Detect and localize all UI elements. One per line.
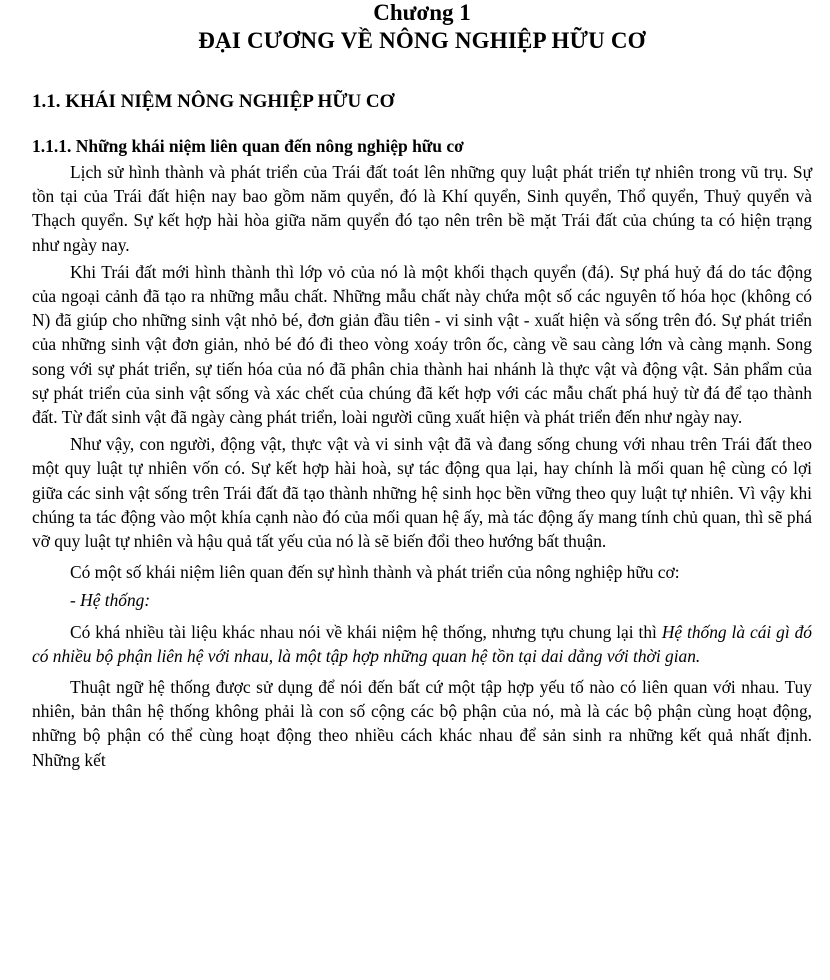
term-label: - Hệ thống: [70, 590, 151, 611]
chapter-label: Chương 1 [373, 0, 471, 25]
paragraph-2: Khi Trái đất mới hình thành thì lớp vỏ của nó là một khối thạch quyển (đá). Sự phá huỷ đá do tác động của ngoại cảnh đã tạo ra những mẫu chất. Những mẫu chất này chứa một số các nguyên tố hóa học (không có N) đã giúp cho những sinh vật nhỏ bé, đơn giản đầu tiên - vi sinh vật - xuất hiện và sống trên đó. Sự phát triển của những sinh vật đơn giản, nhỏ bé đó đi theo vòng xoáy trôn ốc, càng về sau càng lớn và càng mạnh. Song song với sự phát triển, sự tiến hóa của nó đã phân chia thành hai nhánh là thực vật và động vật. Sản phẩm của sự phát triển của sinh vật sống và xác chết của chúng đã kết hợp với các mẫu chất phá huỷ từ đá để tạo thành đất. Từ đất sinh vật đã ngày càng phát triển, loài người cũng xuất hiện và phát triển đến như ngày nay. [32, 261, 812, 428]
section-heading: 1.1. KHÁI NIỆM NÔNG NGHIỆP HỮU CƠ [32, 91, 395, 112]
definition-lead: Có khá nhiều tài liệu khác nhau nói về khái niệm hệ thống, nhưng tựu chung lại thì [70, 621, 662, 642]
chapter-title: ĐẠI CƯƠNG VỀ NÔNG NGHIỆP HỮU CƠ [198, 28, 646, 53]
paragraph-1: Lịch sử hình thành và phát triển của Trái đất toát lên những quy luật phát triển tự nhiên trong vũ trụ. Sự tồn tại của Trái đất hiện nay bao gồm năm quyển, đó là Khí quyển, Sinh quyển, Thổ quyển, Thuỷ quyển và Thạch quyển. Sự kết hợp hài hòa giữa năm quyển đó tạo nên trên bề mặt Trái đất của chúng ta có hiện trạng như ngày nay. [32, 162, 812, 255]
definition-paragraph [32, 620, 812, 668]
paragraph-4: Có một số khái niệm liên quan đến sự hình thành và phát triển của nông nghiệp hữu cơ: [70, 562, 680, 583]
subsection-heading: 1.1.1. Những khái niệm liên quan đến nông nghiệp hữu cơ [32, 136, 464, 156]
paragraph-3: Như vậy, con người, động vật, thực vật và vi sinh vật đã và đang sống chung với nhau trên Trái đất theo một quy luật tự nhiên vốn có. Sự kết hợp hài hoà, sự tác động qua lại, hay chính là mối quan hệ cùng có lợi giữa các sinh vật sống trên Trái đất đã tạo thành những hệ sinh học bền vững theo quy luật tự nhiên. Vì vậy khi chúng ta tác động vào một khía cạnh nào đó của mối quan hệ ấy, mà tác động ấy mang tính chủ quan, thì sẽ phá vỡ quy luật tự nhiên và hậu quả tất yếu của nó là sẽ biến đổi theo hướng bất thuận. [32, 434, 812, 552]
last-paragraph: Thuật ngữ hệ thống được sử dụng để nói đến bất cứ một tập hợp yếu tố nào có liên quan với nhau. Tuy nhiên, bản thân hệ thống không phải là con số cộng các bộ phận của nó, mà là các bộ phận cùng hoạt động, những bộ phận có thể cùng hoạt động theo nhiều cách khác nhau để sản sinh ra những kết quả nhất định. Những kết [32, 677, 812, 770]
definition-italic: Hệ thống là cái gì đó có nhiều bộ phận liên hệ với nhau, là một tập hợp những quan hệ tồn tại dai dẳng với thời gian. [32, 621, 812, 666]
